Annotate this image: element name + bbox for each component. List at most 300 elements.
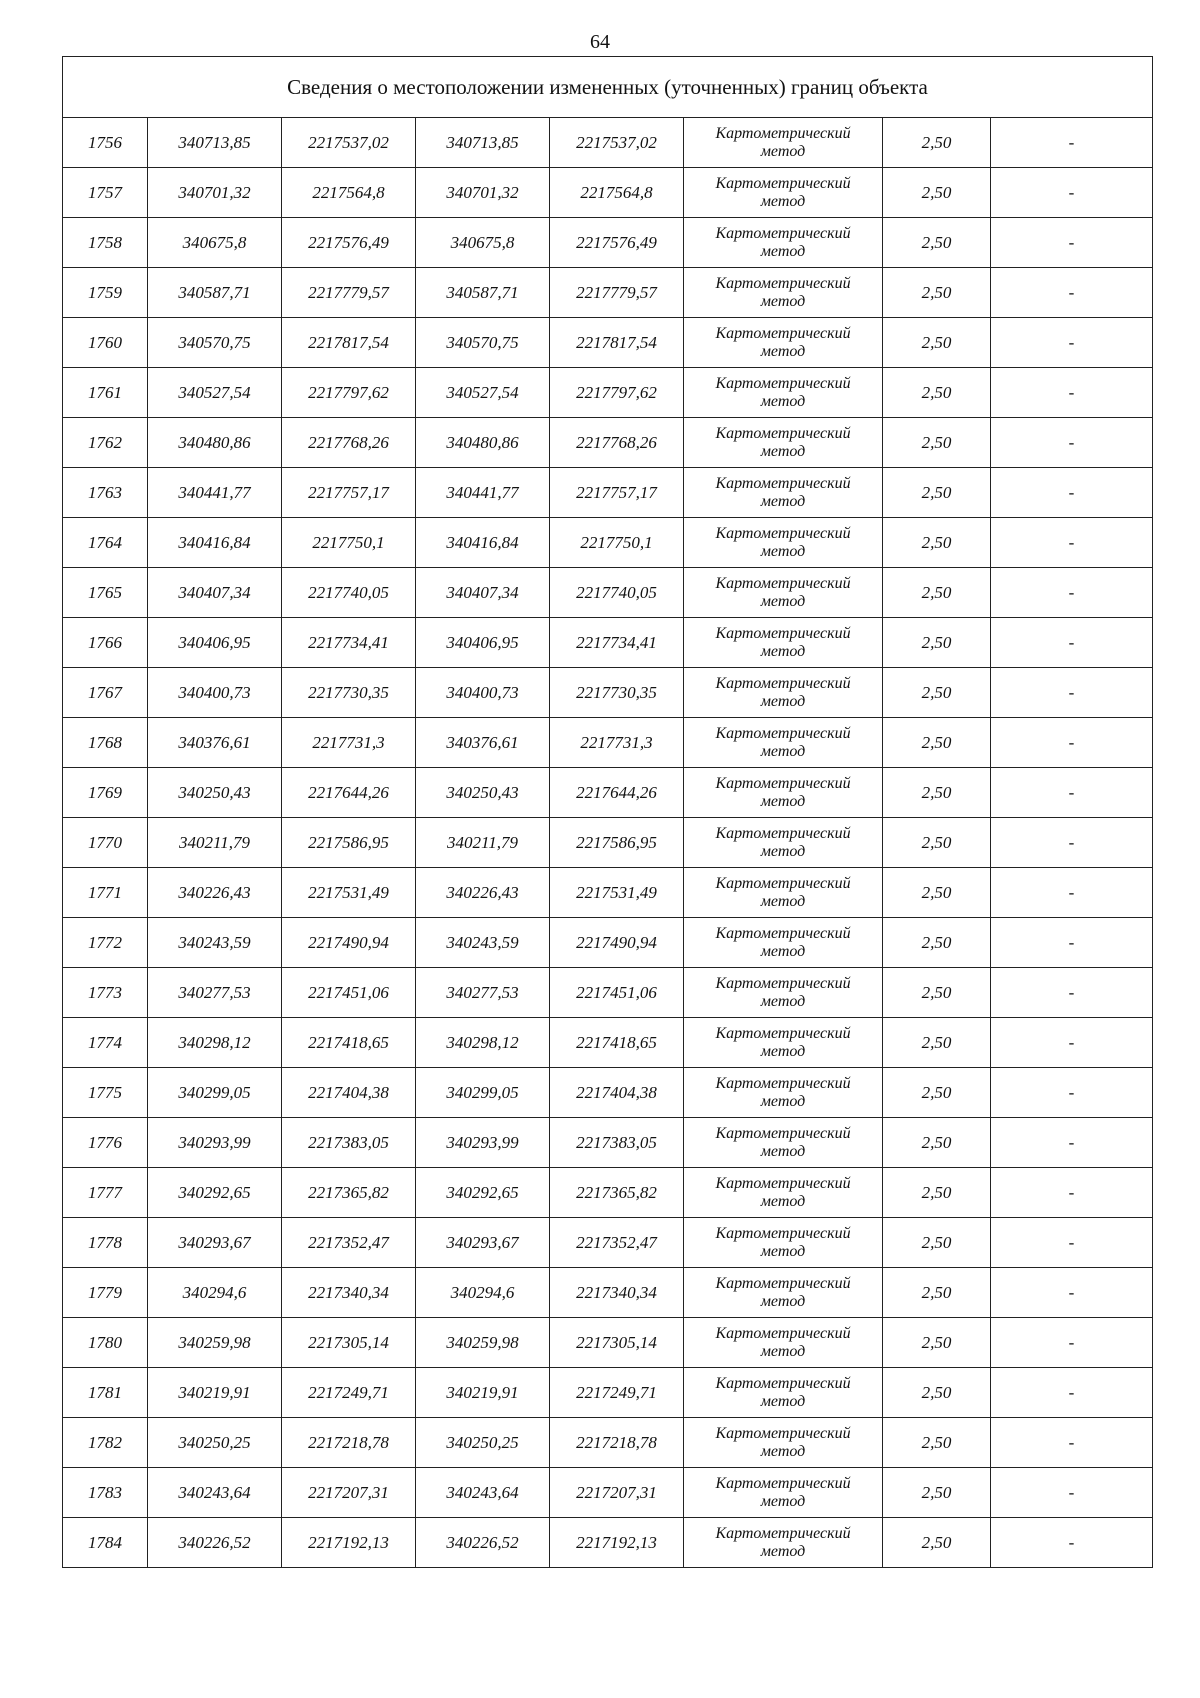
method-line-1: Картометрический [715, 374, 851, 392]
refined-x-cell: 340570,75 [416, 318, 550, 368]
refined-x-cell: 340226,43 [416, 868, 550, 918]
accuracy-cell: 2,50 [883, 968, 991, 1018]
method-line-2: метод [760, 1042, 806, 1060]
table-row [63, 868, 1153, 918]
note-cell: - [991, 718, 1153, 768]
existing-y-cell: 2217352,47 [282, 1218, 416, 1268]
refined-x-cell: 340527,54 [416, 368, 550, 418]
refined-x-cell: 340250,25 [416, 1418, 550, 1468]
note-cell: - [991, 268, 1153, 318]
existing-x-cell: 340299,05 [148, 1068, 282, 1118]
point-number-cell: 1768 [63, 718, 148, 768]
existing-y-cell: 2217490,94 [282, 918, 416, 968]
accuracy-cell: 2,50 [883, 1418, 991, 1468]
table-row [63, 918, 1153, 968]
table-row [63, 1468, 1153, 1518]
refined-x-cell: 340701,32 [416, 168, 550, 218]
point-number-cell: 1766 [63, 618, 148, 668]
point-number-cell: 1759 [63, 268, 148, 318]
note-cell: - [991, 668, 1153, 718]
table-row [63, 518, 1153, 568]
refined-y-cell: 2217249,71 [550, 1368, 684, 1418]
method-line-2: метод [760, 542, 806, 560]
point-number-cell: 1760 [63, 318, 148, 368]
refined-x-cell: 340298,12 [416, 1018, 550, 1068]
table-row [63, 418, 1153, 468]
point-number-cell: 1774 [63, 1018, 148, 1068]
point-number-cell: 1758 [63, 218, 148, 268]
method-line-1: Картометрический [715, 1374, 851, 1392]
method-cell [684, 1218, 883, 1268]
table-row [63, 118, 1153, 168]
table-row [63, 1268, 1153, 1318]
accuracy-cell: 2,50 [883, 1468, 991, 1518]
existing-y-cell: 2217305,14 [282, 1318, 416, 1368]
refined-y-cell: 2217750,1 [550, 518, 684, 568]
existing-x-cell: 340226,43 [148, 868, 282, 918]
point-number-cell: 1779 [63, 1268, 148, 1318]
method-cell [684, 218, 883, 268]
point-number-cell: 1763 [63, 468, 148, 518]
refined-y-cell: 2217451,06 [550, 968, 684, 1018]
page-number: 64 [590, 31, 610, 53]
note-cell: - [991, 218, 1153, 268]
note-cell: - [991, 1118, 1153, 1168]
existing-y-cell: 2217218,78 [282, 1418, 416, 1468]
refined-x-cell: 340293,99 [416, 1118, 550, 1168]
refined-y-cell: 2217817,54 [550, 318, 684, 368]
table-row [63, 768, 1153, 818]
existing-x-cell: 340675,8 [148, 218, 282, 268]
accuracy-cell: 2,50 [883, 368, 991, 418]
point-number-cell: 1784 [63, 1518, 148, 1568]
method-line-1: Картометрический [715, 224, 851, 242]
method-cell [684, 368, 883, 418]
method-line-2: метод [760, 292, 806, 310]
refined-y-cell: 2217218,78 [550, 1418, 684, 1468]
method-line-1: Картометрический [715, 174, 851, 192]
existing-x-cell: 340376,61 [148, 718, 282, 768]
accuracy-cell: 2,50 [883, 518, 991, 568]
note-cell: - [991, 1518, 1153, 1568]
accuracy-cell: 2,50 [883, 1368, 991, 1418]
existing-y-cell: 2217531,49 [282, 868, 416, 918]
point-number-cell: 1770 [63, 818, 148, 868]
accuracy-cell: 2,50 [883, 1218, 991, 1268]
existing-y-cell: 2217797,62 [282, 368, 416, 418]
refined-x-cell: 340292,65 [416, 1168, 550, 1218]
note-cell: - [991, 568, 1153, 618]
note-cell: - [991, 1068, 1153, 1118]
note-cell: - [991, 1268, 1153, 1318]
table-row [63, 1218, 1153, 1268]
note-cell: - [991, 168, 1153, 218]
existing-x-cell: 340701,32 [148, 168, 282, 218]
point-number-cell: 1782 [63, 1418, 148, 1468]
note-cell: - [991, 618, 1153, 668]
refined-x-cell: 340416,84 [416, 518, 550, 568]
method-line-2: метод [760, 142, 806, 160]
existing-x-cell: 340226,52 [148, 1518, 282, 1568]
accuracy-cell: 2,50 [883, 868, 991, 918]
method-line-1: Картометрический [715, 674, 851, 692]
method-line-1: Картометрический [715, 1024, 851, 1042]
method-line-2: метод [760, 342, 806, 360]
note-cell: - [991, 868, 1153, 918]
refined-y-cell: 2217207,31 [550, 1468, 684, 1518]
table-title: Сведения о местоположении измененных (уточненных) границ объекта [63, 57, 1153, 118]
method-line-2: метод [760, 1442, 806, 1460]
method-line-1: Картометрический [715, 724, 851, 742]
note-cell: - [991, 1418, 1153, 1468]
existing-y-cell: 2217207,31 [282, 1468, 416, 1518]
method-line-2: метод [760, 242, 806, 260]
point-number-cell: 1771 [63, 868, 148, 918]
refined-y-cell: 2217797,62 [550, 368, 684, 418]
table-row [63, 818, 1153, 868]
table-row [63, 568, 1153, 618]
accuracy-cell: 2,50 [883, 568, 991, 618]
method-line-2: метод [760, 1542, 806, 1560]
method-cell [684, 1068, 883, 1118]
method-cell [684, 718, 883, 768]
method-cell [684, 1468, 883, 1518]
refined-x-cell: 340243,59 [416, 918, 550, 968]
existing-y-cell: 2217586,95 [282, 818, 416, 868]
refined-y-cell: 2217644,26 [550, 768, 684, 818]
method-line-1: Картометрический [715, 624, 851, 642]
method-line-1: Картометрический [715, 1524, 851, 1542]
method-line-2: метод [760, 1242, 806, 1260]
existing-x-cell: 340416,84 [148, 518, 282, 568]
table-row [63, 1518, 1153, 1568]
method-cell [684, 1268, 883, 1318]
existing-x-cell: 340293,99 [148, 1118, 282, 1168]
note-cell: - [991, 1218, 1153, 1268]
refined-x-cell: 340277,53 [416, 968, 550, 1018]
table-row [63, 1068, 1153, 1118]
method-line-1: Картометрический [715, 974, 851, 992]
method-line-2: метод [760, 742, 806, 760]
method-cell [684, 468, 883, 518]
existing-x-cell: 340298,12 [148, 1018, 282, 1068]
existing-y-cell: 2217365,82 [282, 1168, 416, 1218]
method-line-1: Картометрический [715, 774, 851, 792]
accuracy-cell: 2,50 [883, 1118, 991, 1168]
table-title-row [63, 57, 1153, 118]
method-line-2: метод [760, 192, 806, 210]
method-line-2: метод [760, 442, 806, 460]
method-cell [684, 868, 883, 918]
table-row [63, 168, 1153, 218]
refined-y-cell: 2217586,95 [550, 818, 684, 868]
accuracy-cell: 2,50 [883, 668, 991, 718]
existing-x-cell: 340243,64 [148, 1468, 282, 1518]
table-row [63, 1118, 1153, 1168]
refined-x-cell: 340713,85 [416, 118, 550, 168]
table-row [63, 718, 1153, 768]
refined-y-cell: 2217365,82 [550, 1168, 684, 1218]
accuracy-cell: 2,50 [883, 818, 991, 868]
method-cell [684, 318, 883, 368]
method-line-2: метод [760, 392, 806, 410]
refined-x-cell: 340299,05 [416, 1068, 550, 1118]
refined-x-cell: 340211,79 [416, 818, 550, 868]
point-number-cell: 1783 [63, 1468, 148, 1518]
refined-x-cell: 340406,95 [416, 618, 550, 668]
accuracy-cell: 2,50 [883, 618, 991, 668]
refined-y-cell: 2217740,05 [550, 568, 684, 618]
note-cell: - [991, 768, 1153, 818]
method-line-2: метод [760, 792, 806, 810]
method-line-1: Картометрический [715, 1324, 851, 1342]
refined-y-cell: 2217537,02 [550, 118, 684, 168]
method-cell [684, 168, 883, 218]
accuracy-cell: 2,50 [883, 768, 991, 818]
method-line-2: метод [760, 992, 806, 1010]
note-cell: - [991, 1368, 1153, 1418]
existing-y-cell: 2217768,26 [282, 418, 416, 468]
existing-x-cell: 340250,43 [148, 768, 282, 818]
accuracy-cell: 2,50 [883, 1518, 991, 1568]
point-number-cell: 1769 [63, 768, 148, 818]
refined-x-cell: 340243,64 [416, 1468, 550, 1518]
method-line-2: метод [760, 842, 806, 860]
method-line-1: Картометрический [715, 474, 851, 492]
method-line-2: метод [760, 642, 806, 660]
refined-x-cell: 340400,73 [416, 668, 550, 718]
existing-x-cell: 340293,67 [148, 1218, 282, 1268]
accuracy-cell: 2,50 [883, 1318, 991, 1368]
existing-y-cell: 2217340,34 [282, 1268, 416, 1318]
method-cell [684, 268, 883, 318]
refined-x-cell: 340259,98 [416, 1318, 550, 1368]
point-number-cell: 1767 [63, 668, 148, 718]
method-line-2: метод [760, 1492, 806, 1510]
existing-y-cell: 2217750,1 [282, 518, 416, 568]
existing-y-cell: 2217249,71 [282, 1368, 416, 1418]
existing-y-cell: 2217779,57 [282, 268, 416, 318]
method-cell [684, 1318, 883, 1368]
refined-y-cell: 2217779,57 [550, 268, 684, 318]
existing-y-cell: 2217192,13 [282, 1518, 416, 1568]
refined-x-cell: 340376,61 [416, 718, 550, 768]
method-cell [684, 1418, 883, 1468]
method-line-2: метод [760, 692, 806, 710]
method-line-2: метод [760, 592, 806, 610]
note-cell: - [991, 368, 1153, 418]
method-line-1: Картометрический [715, 1174, 851, 1192]
existing-y-cell: 2217817,54 [282, 318, 416, 368]
accuracy-cell: 2,50 [883, 1068, 991, 1118]
point-number-cell: 1773 [63, 968, 148, 1018]
point-number-cell: 1777 [63, 1168, 148, 1218]
table-row [63, 1318, 1153, 1368]
method-line-1: Картометрический [715, 874, 851, 892]
note-cell: - [991, 468, 1153, 518]
refined-y-cell: 2217576,49 [550, 218, 684, 268]
existing-y-cell: 2217734,41 [282, 618, 416, 668]
existing-x-cell: 340243,59 [148, 918, 282, 968]
refined-y-cell: 2217490,94 [550, 918, 684, 968]
refined-x-cell: 340675,8 [416, 218, 550, 268]
accuracy-cell: 2,50 [883, 1168, 991, 1218]
method-line-1: Картометрический [715, 1274, 851, 1292]
method-line-1: Картометрический [715, 424, 851, 442]
accuracy-cell: 2,50 [883, 468, 991, 518]
refined-y-cell: 2217352,47 [550, 1218, 684, 1268]
note-cell: - [991, 1018, 1153, 1068]
note-cell: - [991, 818, 1153, 868]
note-cell: - [991, 118, 1153, 168]
method-line-1: Картометрический [715, 574, 851, 592]
table-row [63, 318, 1153, 368]
method-line-1: Картометрический [715, 1074, 851, 1092]
accuracy-cell: 2,50 [883, 918, 991, 968]
method-cell [684, 568, 883, 618]
existing-y-cell: 2217383,05 [282, 1118, 416, 1168]
table-row [63, 1168, 1153, 1218]
refined-x-cell: 340587,71 [416, 268, 550, 318]
existing-x-cell: 340211,79 [148, 818, 282, 868]
existing-y-cell: 2217576,49 [282, 218, 416, 268]
refined-x-cell: 340407,34 [416, 568, 550, 618]
existing-x-cell: 340294,6 [148, 1268, 282, 1318]
method-line-1: Картометрический [715, 1474, 851, 1492]
note-cell: - [991, 1168, 1153, 1218]
existing-x-cell: 340570,75 [148, 318, 282, 368]
note-cell: - [991, 1318, 1153, 1368]
point-number-cell: 1781 [63, 1368, 148, 1418]
refined-y-cell: 2217404,38 [550, 1068, 684, 1118]
point-number-cell: 1778 [63, 1218, 148, 1268]
method-line-2: метод [760, 1092, 806, 1110]
method-line-1: Картометрический [715, 524, 851, 542]
existing-x-cell: 340292,65 [148, 1168, 282, 1218]
method-cell [684, 918, 883, 968]
method-line-2: метод [760, 1342, 806, 1360]
refined-y-cell: 2217418,65 [550, 1018, 684, 1068]
refined-y-cell: 2217305,14 [550, 1318, 684, 1368]
refined-y-cell: 2217383,05 [550, 1118, 684, 1168]
table-row [63, 1368, 1153, 1418]
refined-y-cell: 2217731,3 [550, 718, 684, 768]
table-row [63, 1018, 1153, 1068]
refined-y-cell: 2217730,35 [550, 668, 684, 718]
existing-x-cell: 340250,25 [148, 1418, 282, 1468]
existing-x-cell: 340406,95 [148, 618, 282, 668]
refined-x-cell: 340294,6 [416, 1268, 550, 1318]
point-number-cell: 1776 [63, 1118, 148, 1168]
point-number-cell: 1780 [63, 1318, 148, 1368]
method-cell [684, 118, 883, 168]
note-cell: - [991, 918, 1153, 968]
existing-x-cell: 340587,71 [148, 268, 282, 318]
point-number-cell: 1757 [63, 168, 148, 218]
method-cell [684, 1118, 883, 1168]
method-cell [684, 518, 883, 568]
method-line-2: метод [760, 1192, 806, 1210]
method-line-1: Картометрический [715, 1224, 851, 1242]
note-cell: - [991, 318, 1153, 368]
existing-x-cell: 340407,34 [148, 568, 282, 618]
method-line-1: Картометрический [715, 824, 851, 842]
method-line-1: Картометрический [715, 324, 851, 342]
existing-x-cell: 340527,54 [148, 368, 282, 418]
method-cell [684, 618, 883, 668]
existing-y-cell: 2217404,38 [282, 1068, 416, 1118]
point-number-cell: 1765 [63, 568, 148, 618]
method-line-2: метод [760, 1142, 806, 1160]
existing-x-cell: 340400,73 [148, 668, 282, 718]
method-cell [684, 668, 883, 718]
refined-x-cell: 340219,91 [416, 1368, 550, 1418]
method-line-1: Картометрический [715, 1124, 851, 1142]
method-cell [684, 968, 883, 1018]
method-line-1: Картометрический [715, 124, 851, 142]
accuracy-cell: 2,50 [883, 268, 991, 318]
refined-y-cell: 2217340,34 [550, 1268, 684, 1318]
accuracy-cell: 2,50 [883, 318, 991, 368]
method-cell [684, 1018, 883, 1068]
table-row [63, 968, 1153, 1018]
method-line-1: Картометрический [715, 924, 851, 942]
point-number-cell: 1772 [63, 918, 148, 968]
refined-x-cell: 340293,67 [416, 1218, 550, 1268]
method-line-1: Картометрический [715, 1424, 851, 1442]
existing-y-cell: 2217730,35 [282, 668, 416, 718]
accuracy-cell: 2,50 [883, 118, 991, 168]
accuracy-cell: 2,50 [883, 1268, 991, 1318]
method-cell [684, 768, 883, 818]
method-cell [684, 1168, 883, 1218]
refined-x-cell: 340480,86 [416, 418, 550, 468]
method-line-2: метод [760, 1392, 806, 1410]
table-row [63, 268, 1153, 318]
accuracy-cell: 2,50 [883, 718, 991, 768]
method-cell [684, 818, 883, 868]
accuracy-cell: 2,50 [883, 418, 991, 468]
point-number-cell: 1756 [63, 118, 148, 168]
accuracy-cell: 2,50 [883, 168, 991, 218]
existing-y-cell: 2217451,06 [282, 968, 416, 1018]
method-line-1: Картометрический [715, 274, 851, 292]
refined-x-cell: 340226,52 [416, 1518, 550, 1568]
method-line-2: метод [760, 892, 806, 910]
refined-y-cell: 2217531,49 [550, 868, 684, 918]
table-row [63, 218, 1153, 268]
method-line-2: метод [760, 942, 806, 960]
refined-x-cell: 340250,43 [416, 768, 550, 818]
existing-x-cell: 340441,77 [148, 468, 282, 518]
method-line-2: метод [760, 1292, 806, 1310]
note-cell: - [991, 418, 1153, 468]
existing-y-cell: 2217418,65 [282, 1018, 416, 1068]
refined-y-cell: 2217757,17 [550, 468, 684, 518]
note-cell: - [991, 968, 1153, 1018]
existing-y-cell: 2217537,02 [282, 118, 416, 168]
existing-y-cell: 2217564,8 [282, 168, 416, 218]
refined-y-cell: 2217734,41 [550, 618, 684, 668]
existing-y-cell: 2217740,05 [282, 568, 416, 618]
point-number-cell: 1775 [63, 1068, 148, 1118]
method-cell [684, 1518, 883, 1568]
table-row [63, 618, 1153, 668]
note-cell: - [991, 1468, 1153, 1518]
point-number-cell: 1762 [63, 418, 148, 468]
table-row [63, 468, 1153, 518]
refined-x-cell: 340441,77 [416, 468, 550, 518]
